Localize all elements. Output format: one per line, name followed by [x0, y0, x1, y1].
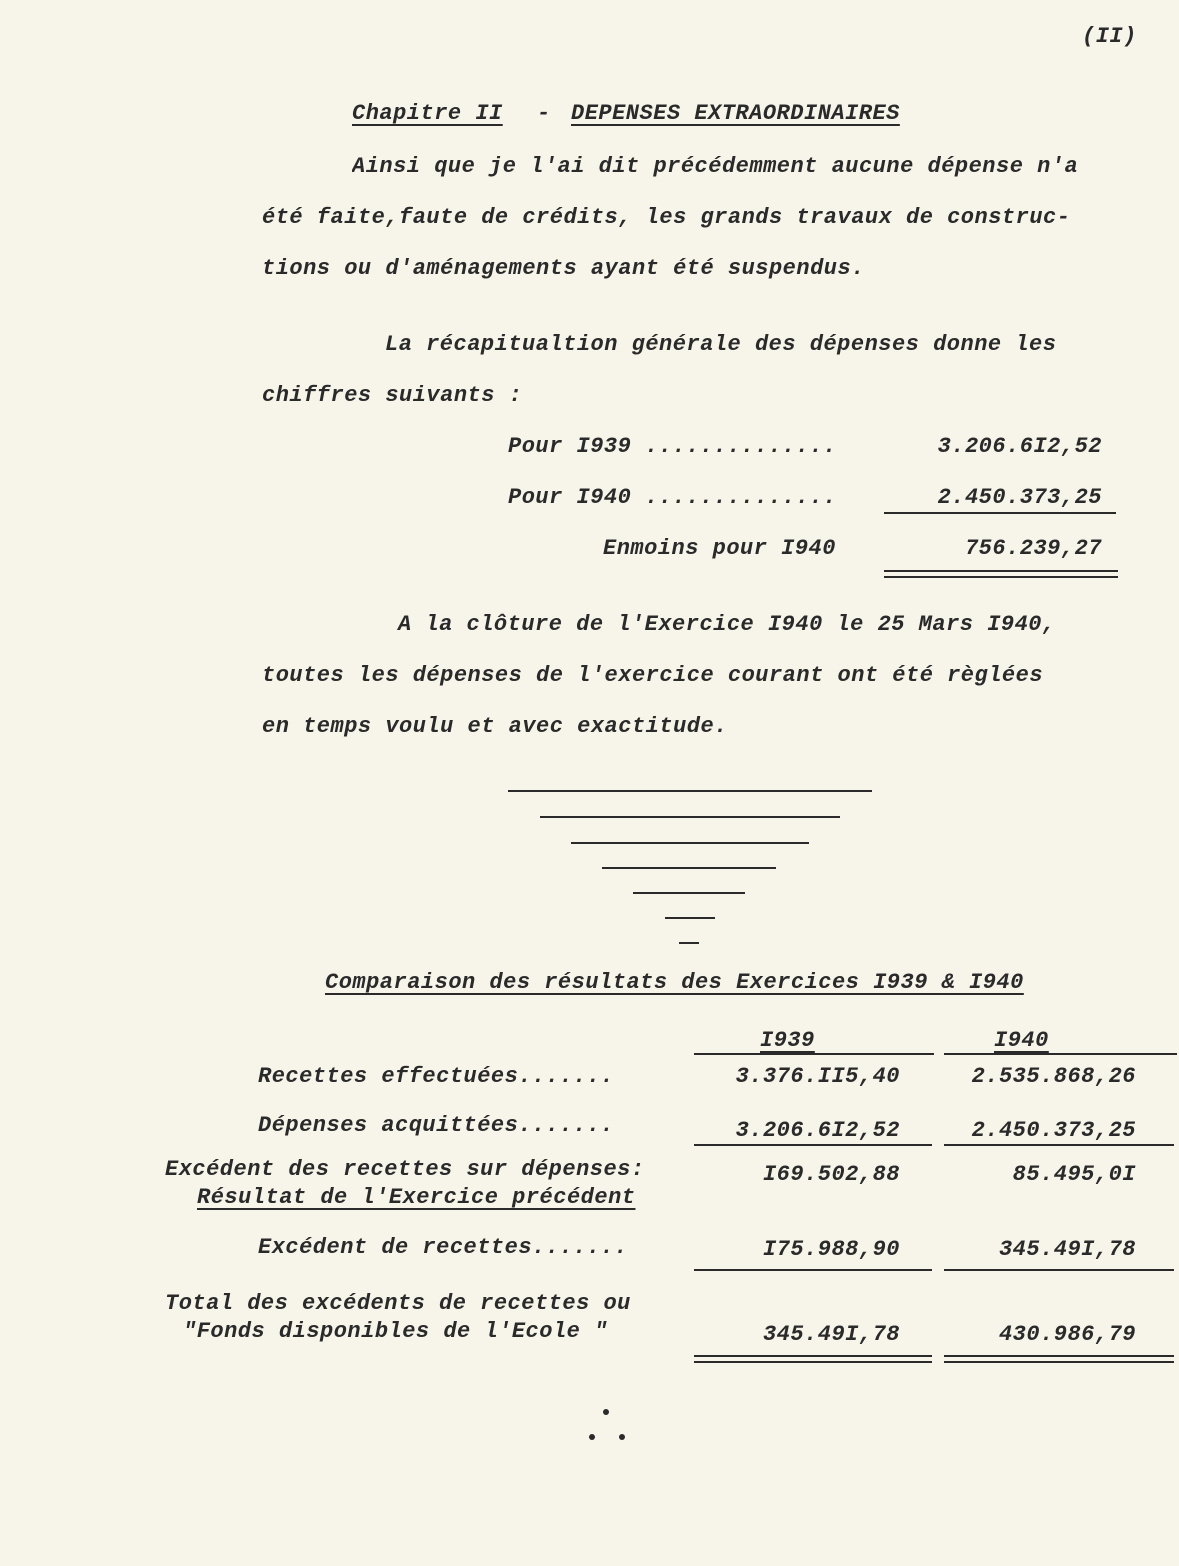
- row-total-1940: 430.986,79: [998, 1322, 1136, 1347]
- row-total-label: Total des excédents de recettes ou: [165, 1291, 631, 1316]
- separator-rule: [633, 892, 745, 894]
- end-mark-dot: [603, 1409, 609, 1415]
- column-header-rule-1940: [944, 1053, 1177, 1055]
- row-excedent-1940: 85.495,0I: [1012, 1162, 1136, 1187]
- row-fonds-disponibles-label: "Fonds disponibles de l'Ecole ": [183, 1319, 608, 1344]
- row-resultat-precedent-label: Résultat de l'Exercice précédent: [197, 1185, 636, 1210]
- end-mark-dot: [589, 1434, 595, 1440]
- separator-rule: [665, 917, 715, 919]
- recap-row2-label: Pour I940 ..............: [508, 485, 837, 510]
- recap-row1-label: Pour I939 ..............: [508, 434, 837, 459]
- intro-line-1: Ainsi que je l'ai dit précédemment aucune dépense n'a: [352, 156, 1079, 178]
- row-excedent-recettes-rule-1939: [694, 1269, 932, 1271]
- row-total-1939: 345.49I,78: [762, 1322, 900, 1347]
- separator-rule: [602, 867, 776, 869]
- row-excedent-recettes-1940: 345.49I,78: [998, 1237, 1136, 1262]
- comparison-title: Comparaison des résultats des Exercices I939 & I940: [325, 970, 1024, 995]
- recap-row1-value: 3.206.6I2,52: [937, 434, 1102, 459]
- recap-line-1: La récapitualtion générale des dépenses donne les: [385, 332, 1057, 357]
- recap-subtotal-rule: [884, 512, 1116, 514]
- recap-line-2: chiffres suivants :: [262, 383, 523, 408]
- row-depenses-1940: 2.450.373,25: [971, 1118, 1136, 1143]
- row-recettes-1940: 2.535.868,26: [971, 1064, 1136, 1089]
- chapter-dash: -: [537, 101, 551, 126]
- row-excedent-recettes-label: Excédent de recettes.......: [258, 1235, 628, 1260]
- row-excedent-sur-depenses-label: Excédent des recettes sur dépenses:: [165, 1157, 645, 1182]
- row-depenses-rule-1939: [694, 1144, 932, 1146]
- closing-line-3: en temps voulu et avec exactitude.: [262, 714, 728, 739]
- separator-rule: [571, 842, 809, 844]
- chapter-label: Chapitre II: [352, 101, 503, 126]
- separator-rule: [679, 942, 699, 944]
- row-total-rule-1940-a: [944, 1355, 1174, 1357]
- column-header-1939: I939: [760, 1028, 815, 1053]
- separator-rule: [508, 790, 872, 792]
- column-header-1940: I940: [994, 1028, 1049, 1053]
- row-recettes-1939: 3.376.II5,40: [735, 1064, 900, 1089]
- closing-line-2: toutes les dépenses de l'exercice courant ont été règlées: [262, 663, 1044, 688]
- row-total-rule-1940-b: [944, 1361, 1174, 1363]
- row-recettes-label: Recettes effectuées.......: [258, 1064, 615, 1089]
- end-mark-dot: [619, 1434, 625, 1440]
- recap-diff-label: Enmoins pour I940: [603, 536, 836, 561]
- intro-line-2: été faite,faute de crédits, les grands travaux de construc-: [262, 205, 1071, 230]
- recap-row2-value: 2.450.373,25: [937, 485, 1102, 510]
- row-depenses-label: Dépenses acquittées.......: [258, 1113, 615, 1138]
- row-depenses-rule-1940: [944, 1144, 1174, 1146]
- row-total-rule-1939-a: [694, 1355, 932, 1357]
- column-header-rule-1939: [694, 1053, 934, 1055]
- page-number: (II): [1082, 24, 1137, 49]
- closing-line-1: A la clôture de l'Exercice I940 le 25 Mars I940,: [398, 612, 1056, 637]
- recap-total-rule-2: [884, 576, 1118, 578]
- recap-diff-value: 756.239,27: [964, 536, 1102, 561]
- row-excedent-recettes-1939: I75.988,90: [762, 1237, 900, 1262]
- recap-total-rule-1: [884, 570, 1118, 572]
- row-depenses-1939: 3.206.6I2,52: [735, 1118, 900, 1143]
- separator-rule: [540, 816, 840, 818]
- row-excedent-1939: I69.502,88: [762, 1162, 900, 1187]
- chapter-title: DEPENSES EXTRAORDINAIRES: [571, 101, 900, 126]
- row-total-rule-1939-b: [694, 1361, 932, 1363]
- row-excedent-recettes-rule-1940: [944, 1269, 1174, 1271]
- intro-line-3: tions ou d'aménagements ayant été suspendus.: [262, 256, 865, 281]
